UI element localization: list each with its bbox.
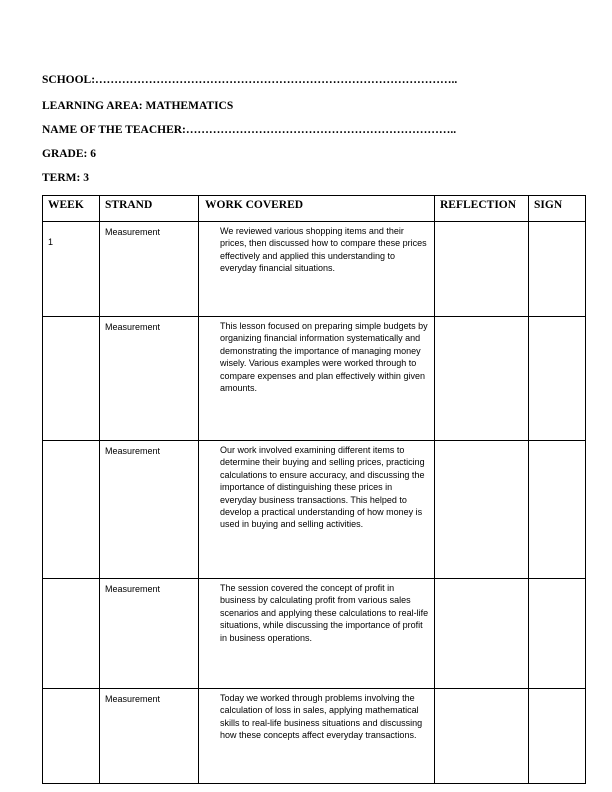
reflection-cell bbox=[435, 441, 529, 579]
work-covered-cell: We reviewed various shopping items and their prices, then discussed how to compare these prices effectively and applied this understanding to everyday financial situations. bbox=[199, 222, 435, 317]
reflection-cell bbox=[435, 689, 529, 784]
sign-cell bbox=[529, 222, 586, 317]
column-header-strand: STRAND bbox=[100, 196, 199, 222]
column-header-work-covered: WORK COVERED bbox=[199, 196, 435, 222]
sign-cell bbox=[529, 579, 586, 689]
week-cell bbox=[43, 689, 100, 784]
week-cell bbox=[43, 317, 100, 441]
work-covered-cell: This lesson focused on preparing simple budgets by organizing financial information systematically and demonstrating the importance of managing money wisely. Various examples were worked through to compare expenses and plan effectively within given amounts. bbox=[199, 317, 435, 441]
work-covered-cell: The session covered the concept of profit in business by calculating profit from various sales scenarios and applying these calculations to real-life situations, while discussing the importance of profit in business operations. bbox=[199, 579, 435, 689]
teacher-name-line: NAME OF THE TEACHER:…………………………………………………………….. bbox=[42, 124, 457, 136]
records-table bbox=[42, 195, 586, 784]
week-cell bbox=[43, 441, 100, 579]
grade-line: GRADE: 6 bbox=[42, 148, 96, 160]
term-line: TERM: 3 bbox=[42, 172, 89, 184]
strand-cell: Measurement bbox=[100, 579, 199, 689]
table-row bbox=[43, 689, 586, 784]
column-header-week: WEEK bbox=[43, 196, 100, 222]
reflection-cell bbox=[435, 579, 529, 689]
strand-cell: Measurement bbox=[100, 441, 199, 579]
week-cell bbox=[43, 579, 100, 689]
table-header-row bbox=[43, 196, 586, 222]
school-line: SCHOOL:………………………………………………………………………………….. bbox=[42, 74, 458, 86]
table-row bbox=[43, 579, 586, 689]
week-cell: 1 bbox=[43, 222, 100, 317]
sign-cell bbox=[529, 689, 586, 784]
strand-cell: Measurement bbox=[100, 222, 199, 317]
table-row bbox=[43, 441, 586, 579]
table-row bbox=[43, 317, 586, 441]
table-row bbox=[43, 222, 586, 317]
strand-cell: Measurement bbox=[100, 689, 199, 784]
strand-cell: Measurement bbox=[100, 317, 199, 441]
sign-cell bbox=[529, 441, 586, 579]
reflection-cell bbox=[435, 317, 529, 441]
reflection-cell bbox=[435, 222, 529, 317]
work-covered-cell: Our work involved examining different items to determine their buying and selling prices, practicing calculations to ensure accuracy, and discussing the importance of distinguishing these prices in everyday business transactions. This helped to develop a practical understanding of how money is used in buying and selling activities. bbox=[199, 441, 435, 579]
sign-cell bbox=[529, 317, 586, 441]
learning-area-line: LEARNING AREA: MATHEMATICS bbox=[42, 100, 234, 112]
work-covered-cell: Today we worked through problems involving the calculation of loss in sales, applying mathematical skills to real-life business situations and discussing how these concepts affect everyday transactions. bbox=[199, 689, 435, 784]
column-header-sign: SIGN bbox=[529, 196, 586, 222]
column-header-reflection: REFLECTION bbox=[435, 196, 529, 222]
